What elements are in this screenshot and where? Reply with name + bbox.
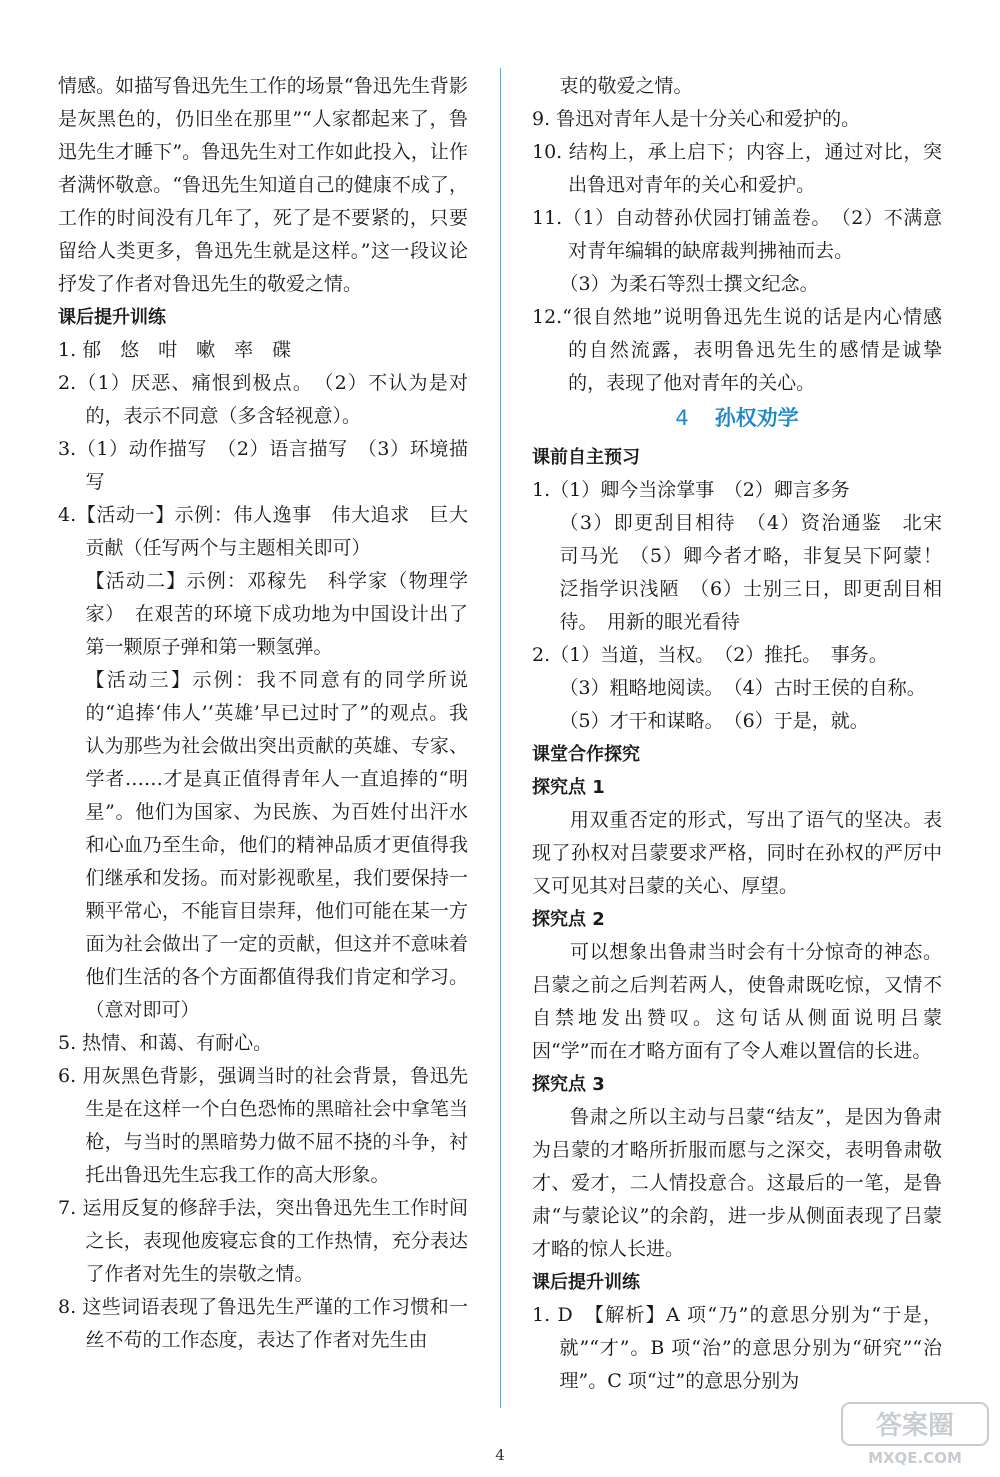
answer-item-9: 9. 鲁迅对青年人是十分关心和爱护的。 xyxy=(532,108,861,130)
section-heading-class: 课堂合作探究 xyxy=(532,744,640,765)
explore-point-2-label: 探究点 2 xyxy=(532,909,605,930)
answer-item-11-part-3: （3）为柔石等烈士撰文纪念。 xyxy=(559,273,819,295)
answer-item-10: 10. 结构上，承上启下；内容上，通过对比，突出鲁迅对青年的关心和爱护。 xyxy=(532,141,942,196)
preview-item-2-cont-a: （3）粗略地阅读。 （4）古时王侯的自称。 xyxy=(559,677,926,699)
answer-item-12: 12.“很自然地”说明鲁迅先生说的话是内心情感的自然流露，表明鲁迅先生的感情是诚挚的，表现了他对青年的关心。 xyxy=(532,306,942,394)
answer-item-7: 7. 运用反复的修辞手法，突出鲁迅先生工作时间之长，表现他废寝忘食的工作热情，充分表达了作者对先生的崇敬之情。 xyxy=(58,1197,468,1285)
answer-item-4-activity-3: 【活动三】示例：我不同意有的同学所说的“追捧‘伟人’‘英雄’早已过时了”的观点。我认为那些为社会做出突出贡献的英雄、专家、学者……才是真正值得青年人一直追捧的“明星”。他们为国家、为民族、为百姓付出汗水和心血乃至生命，他们的精神品质才更值得我们继承和发扬。而对影视歌星，我们要保持一颗平常心，不能盲目崇拜，他们可能在某一方面为社会做出了一定的贡献，但这并不意味着他们生活的各个方面都值得我们肯定和学习。（意对即可） xyxy=(85,669,468,1021)
answer-item-8-continued: 衷的敬爱之情。 xyxy=(559,75,693,97)
watermark-logo xyxy=(840,1401,990,1469)
section-heading-after-class-2: 课后提升训练 xyxy=(532,1272,640,1293)
preview-item-1: 1.（1）卿今当涂掌事 （2）卿言多务 xyxy=(532,479,850,501)
answer-item-2: 2.（1）厌恶、痛恨到极点。 （2）不认为是对的，表示不同意（多含轻视意）。 xyxy=(58,372,468,427)
watermark-url: MXQE.COM xyxy=(868,1449,962,1467)
page-number: 4 xyxy=(495,1446,505,1464)
answer-item-8: 8. 这些词语表现了鲁迅先生严谨的工作习惯和一丝不苟的工作态度，表达了作者对先生由 xyxy=(58,1296,468,1351)
preview-item-2: 2.（1）当道，当权。 （2）推托。 事务。 xyxy=(532,644,888,666)
column-divider xyxy=(500,68,501,1408)
answer-item-6: 6. 用灰黑色背影，强调当时的社会背景，鲁迅先生是在这样一个白色恐怖的黑暗社会中拿笔当枪，与当时的黑暗势力做不屈不挠的斗争，衬托出鲁迅先生忘我工作的高大形象。 xyxy=(58,1065,468,1186)
section-heading-preview: 课前自主预习 xyxy=(532,447,640,468)
right-column xyxy=(532,70,962,1398)
watermark-text: 答案圈 xyxy=(875,1411,955,1441)
lesson-title-text: 孙权劝学 xyxy=(714,406,799,430)
answer-item-4-activity-2: 【活动二】示例：邓稼先 科学家（物理学家） 在艰苦的环境下成功地为中国设计出了第一颗原子弹和第一颗氢弹。 xyxy=(85,570,468,658)
left-column xyxy=(58,70,468,1357)
explore-point-2-text: 可以想象出鲁肃当时会有十分惊奇的神态。吕蒙之前之后判若两人，使鲁肃既吃惊，又情不自禁地发出赞叹。这句话从侧面说明吕蒙因“学”而在才略方面有了令人难以置信的长进。 xyxy=(532,941,942,1062)
after-class-item-1: 1. D 【解析】A 项“乃”的意思分别为“于是，就”“才”。B 项“治”的意思分别为“研究”“治理”。C 项“过”的意思分别为 xyxy=(532,1304,942,1392)
explore-point-1-text: 用双重否定的形式，写出了语气的坚决。表现了孙权对吕蒙要求严格，同时在孙权的严厉中又可见其对吕蒙的关心、厚望。 xyxy=(532,809,942,897)
answer-item-11: 11.（1）自动替孙伏园打铺盖卷。 （2）不满意对青年编辑的缺席裁判拂袖而去。 xyxy=(532,207,942,262)
answer-item-4-activity-1: 4.【活动一】示例：伟人逸事 伟大追求 巨大贡献（任写两个与主题相关即可） xyxy=(58,504,468,559)
lesson-title xyxy=(532,402,942,435)
answer-item-3: 3.（1）动作描写 （2）语言描写 （3）环境描写 xyxy=(58,438,468,493)
explore-point-1-label: 探究点 1 xyxy=(532,777,605,798)
preview-item-1-cont: （3）即更刮目相待 （4）资治通鉴 北宋 司马光 （5）卿今者才略，非复吴下阿蒙！ 泛指学识浅陋 （6）士别三日，即更刮目相待。 用新的眼光看待 xyxy=(559,512,962,633)
preview-item-2-cont-b: （5）才干和谋略。 （6）于是，就。 xyxy=(559,710,869,732)
answer-item-1: 1. 郁 悠 咁 嗽 率 碟 xyxy=(58,339,292,361)
intro-paragraph: 情感。如描写鲁迅先生工作的场景“鲁迅先生背影是灰黑色的，仍旧坐在那里”“人家都起来了，鲁迅先生才睡下”。鲁迅先生对工作如此投入，让作者满怀敬意。“鲁迅先生知道自己的健康不成了，工作的时间没有几年了，死了是不要紧的，只要留给人类更多，鲁迅先生就是这样。”这一段议论抒发了作者对鲁迅先生的敬爱之情。 xyxy=(58,75,468,295)
answer-item-5: 5. 热情、和蔼、有耐心。 xyxy=(58,1032,273,1054)
explore-point-3-text: 鲁肃之所以主动与吕蒙“结友”，是因为鲁肃为吕蒙的才略所折服而愿与之深交，表明鲁肃敬才、爱才，二人情投意合。这最后的一笔，是鲁肃“与蒙论议”的余韵，进一步从侧面表现了吕蒙才略的惊人长进。 xyxy=(532,1106,942,1260)
lesson-number: 4 xyxy=(675,406,689,430)
explore-point-3-label: 探究点 3 xyxy=(532,1074,605,1095)
section-heading-after-class: 课后提升训练 xyxy=(58,307,166,328)
